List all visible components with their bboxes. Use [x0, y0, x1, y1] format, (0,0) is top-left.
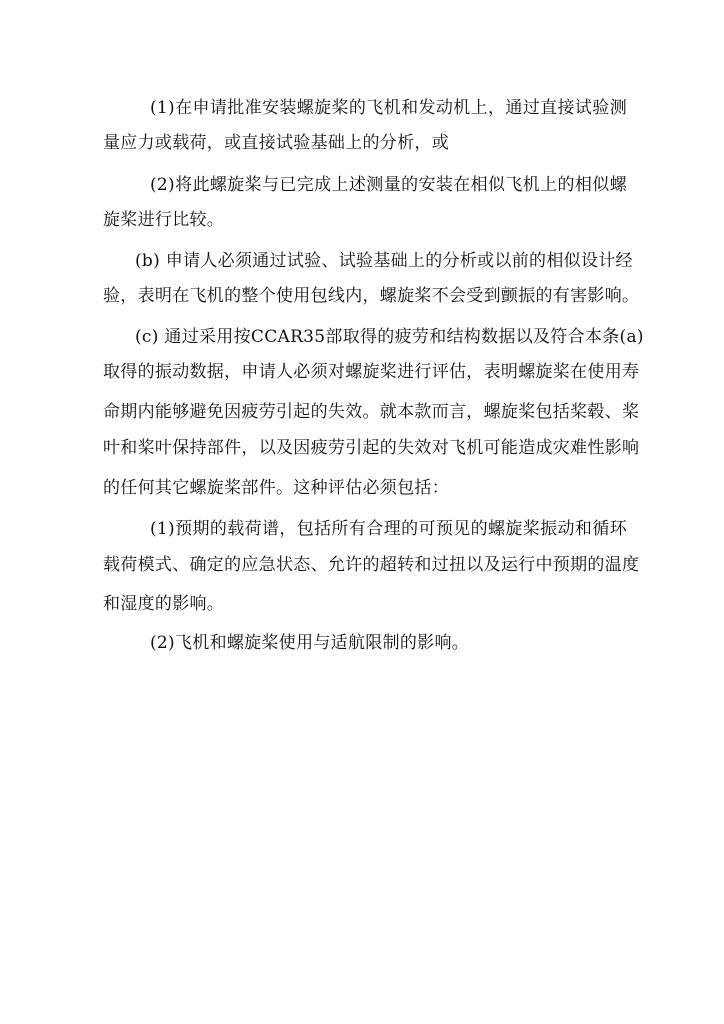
text-line: (2)将此螺旋桨与已完成上述测量的安装在相似飞机上的相似螺 — [150, 175, 627, 195]
text-line: (1)在申请批准安装螺旋桨的飞机和发动机上，通过直接试验测 — [150, 98, 627, 118]
text-line: 验，表明在飞机的整个使用包线内，螺旋桨不会受到颤振的有害影响。 — [103, 286, 640, 306]
text-line: 载荷模式、确定的应急状态、允许的超转和过扭以及运行中预期的温度 — [103, 555, 640, 575]
text-line: (1)预期的载荷谱，包括所有合理的可预见的螺旋桨振动和循环 — [150, 519, 627, 539]
text-line: 和湿度的影响。 — [103, 594, 225, 614]
text-line: 取得的振动数据，申请人必须对螺旋桨进行评估，表明螺旋桨在使用寿 — [103, 362, 640, 382]
text-line: 叶和桨叶保持部件，以及因疲劳引起的失效对飞机可能造成灾难性影响 — [103, 438, 640, 458]
text-line: 旋桨进行比较。 — [103, 210, 225, 230]
text-line: 的任何其它螺旋桨部件。这种评估必须包括： — [103, 478, 449, 498]
text-line: 命期内能够避免因疲劳引起的失效。就本款而言，螺旋桨包括桨毂、桨 — [103, 402, 640, 422]
text-line: 量应力或载荷，或直接试验基础上的分析，或 — [103, 133, 449, 153]
text-line: (b) 申请人必须通过试验、试验基础上的分析或以前的相似设计经 — [135, 251, 633, 271]
text-line: (2)飞机和螺旋桨使用与适航限制的影响。 — [150, 633, 470, 653]
text-line: (c) 通过采用按CCAR35部取得的疲劳和结构数据以及符合本条(a) — [135, 327, 644, 347]
